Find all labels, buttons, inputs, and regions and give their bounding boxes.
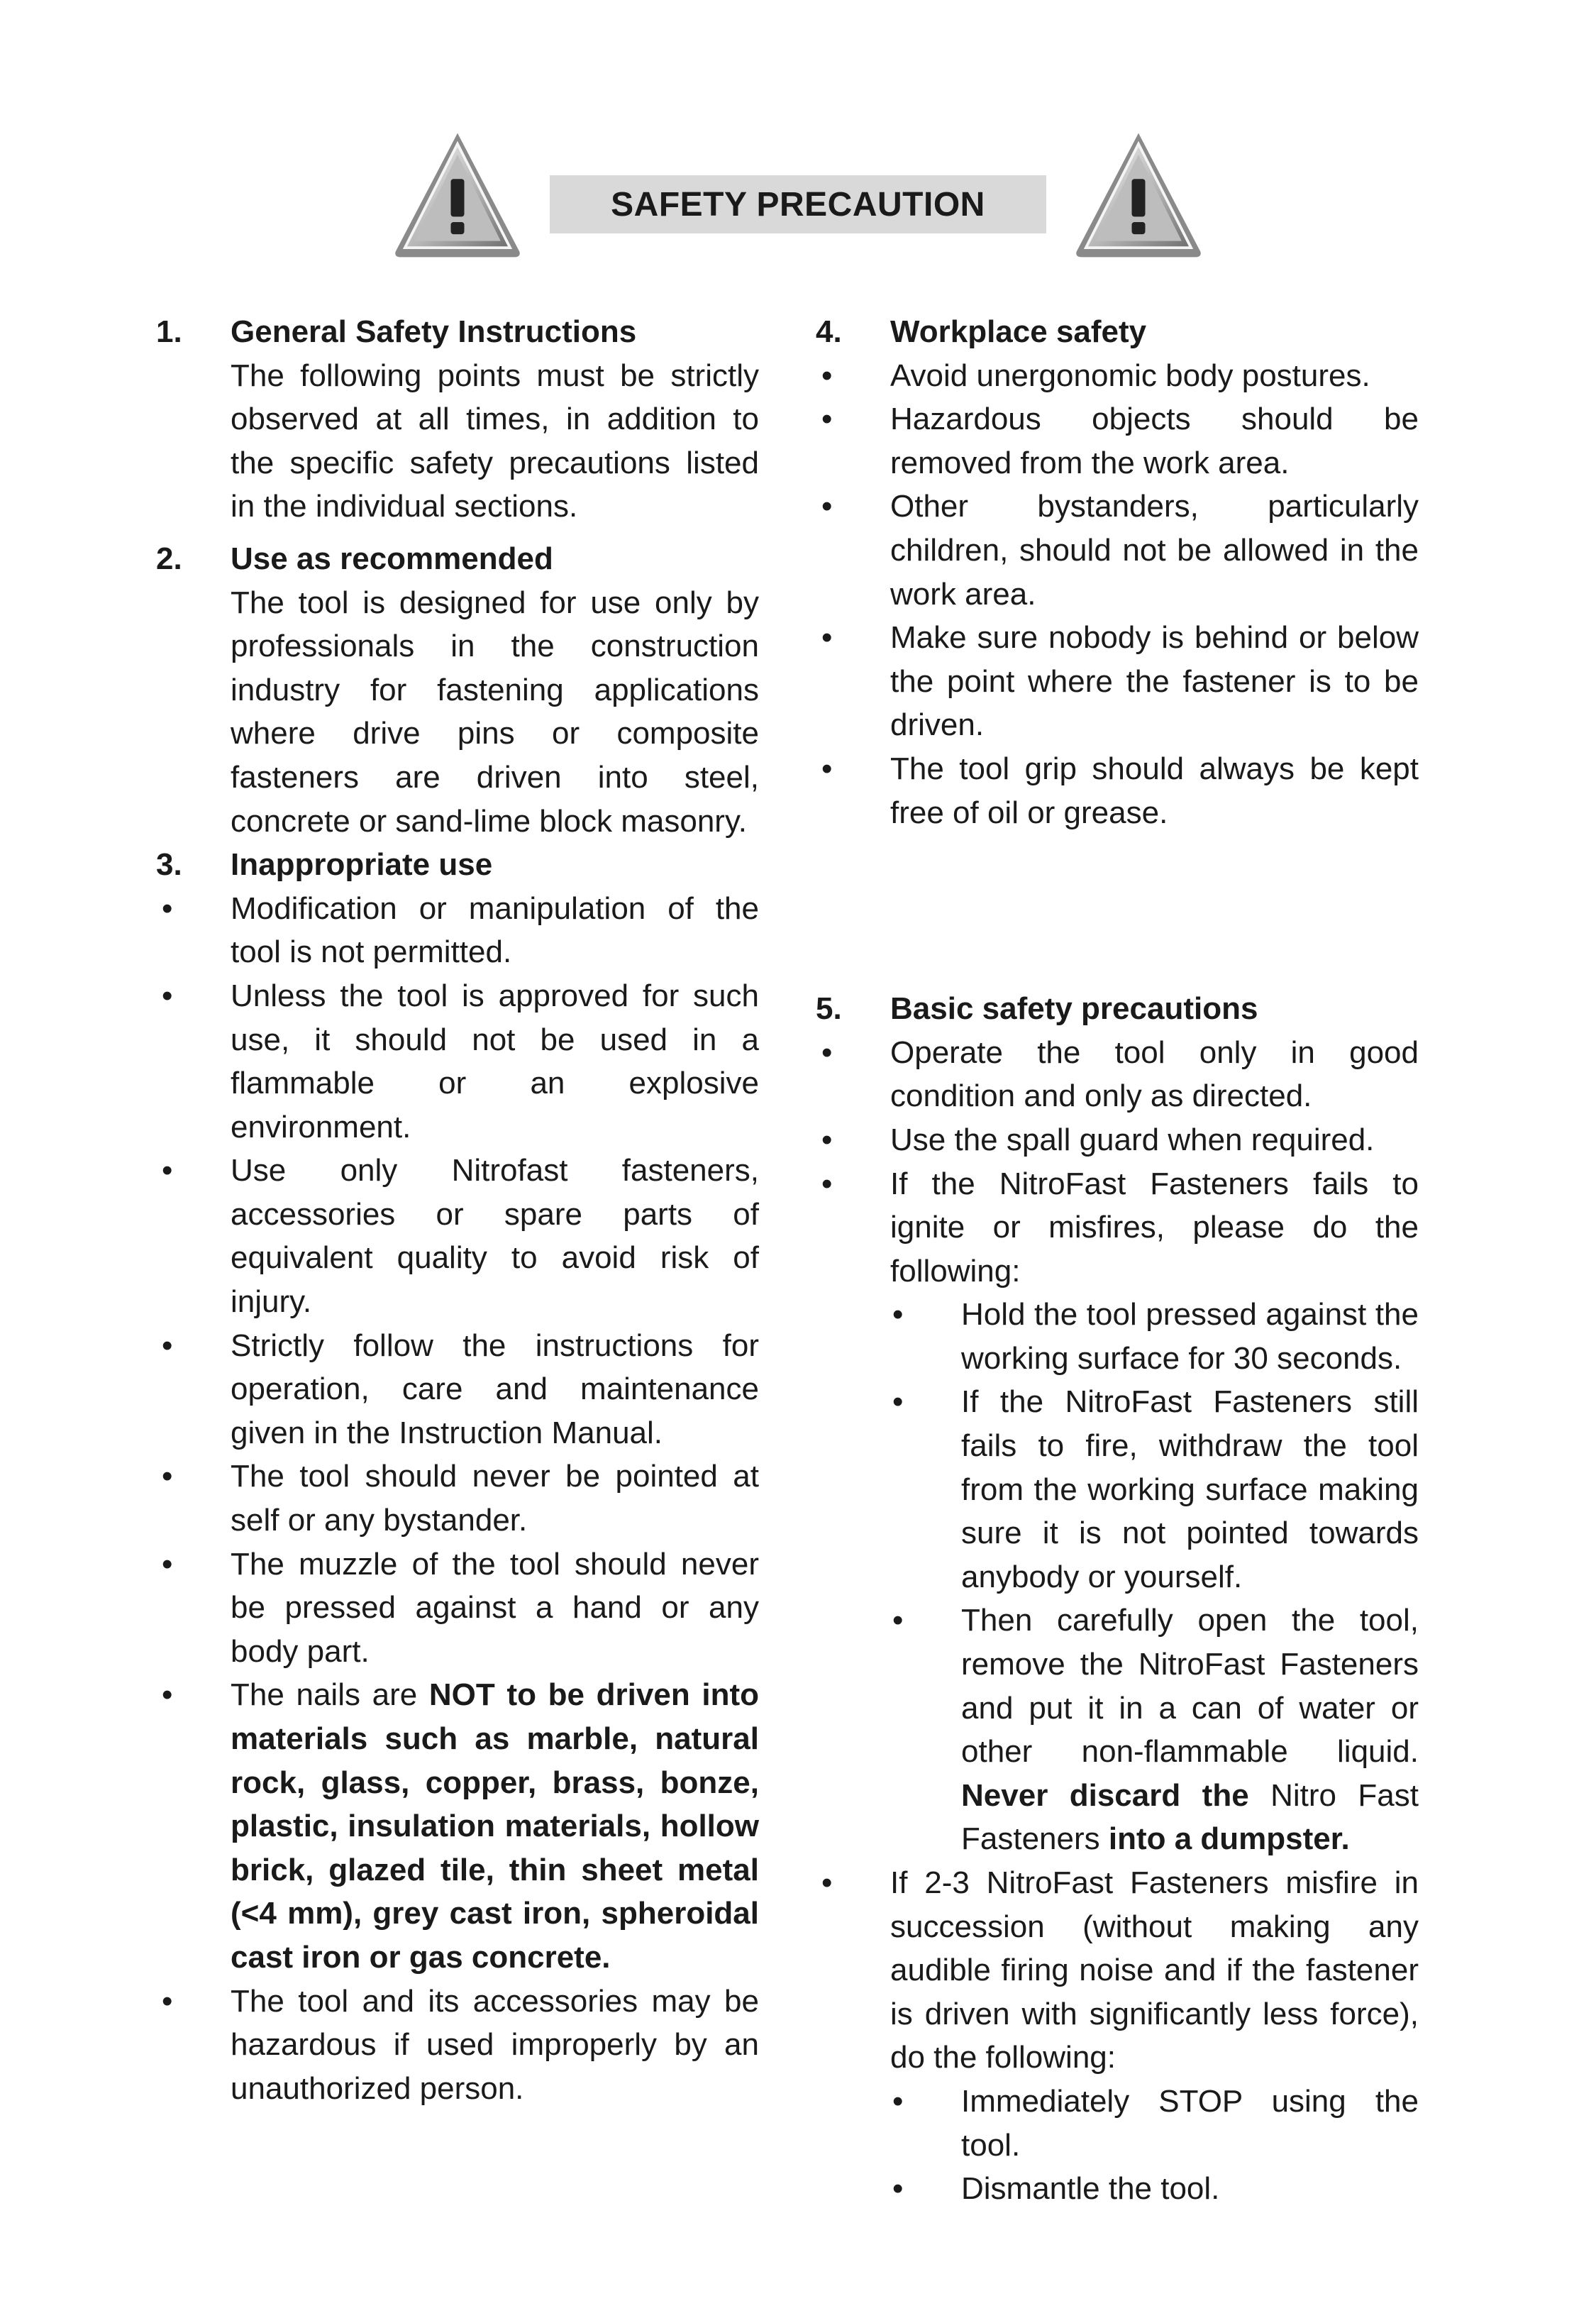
list-item-text: Modification or manipulation of the tool is not permitted.: [231, 890, 759, 970]
list-item: [156, 1324, 759, 1455]
list-item: [816, 747, 1419, 834]
paragraph-text: The following points must be strictly observed at all times, in addition to the specific safety precautions listed in the individual sections.: [231, 358, 759, 524]
list-item: [816, 1031, 1419, 1118]
list-item: [156, 1455, 759, 1542]
list-item-text: Immediately STOP using the tool.: [961, 2083, 1419, 2163]
bullet-icon: •: [162, 1328, 173, 1363]
bullet-icon: •: [892, 1384, 904, 1420]
bullet-icon: •: [821, 1865, 833, 1900]
list-item-text: Avoid unergonomic body postures.: [890, 358, 1370, 393]
list-item-text: Strictly follow the instructions for operation, care and maintenance given in the Instruction Manual.: [231, 1328, 759, 1450]
list-item-text: If the NitroFast Fasteners fails to ignite or misfires, please do the following:: [890, 1166, 1419, 1289]
sub-list-item: [816, 2080, 1419, 2167]
list-item-text: The tool and its accessories may be hazardous if used improperly by an unauthorized person.: [231, 1983, 759, 2106]
bullet-icon: •: [162, 1983, 173, 2019]
list-item: [816, 354, 1419, 398]
bullet-icon: •: [892, 2083, 904, 2119]
section-body: [156, 354, 759, 529]
paragraph-text: The tool is designed for use only by professionals in the construction industry for fastening applications where drive pins or composite fasteners are driven into steel, concrete or sand-lime block masonry.: [231, 585, 759, 839]
section-title: Use as recommended: [231, 541, 553, 576]
bullet-icon: •: [162, 1546, 173, 1582]
bullet-icon: •: [821, 489, 833, 524]
list-item-text: Make sure nobody is behind or below the point where the fastener is to be driven.: [890, 620, 1419, 743]
section-title: Workplace safety: [890, 314, 1147, 349]
section-heading: [156, 310, 759, 354]
warning-triangle-icon: [390, 128, 525, 263]
bullet-icon: •: [821, 1035, 833, 1070]
warning-text: Never discard the: [961, 1777, 1249, 1813]
list-item-text: If 2-3 NitroFast Fasteners misfire in succession (without making any audible firing noise and if the fastener is driven with significantly less force), do the following:: [890, 1865, 1419, 2075]
list-item-text: The tool should never be pointed at self or any bystander.: [231, 1459, 759, 1538]
bullet-icon: •: [162, 1459, 173, 1494]
list-item: [156, 1149, 759, 1323]
list-item-text: The nails are: [231, 1677, 429, 1713]
section-heading: [156, 843, 759, 887]
list-item: [816, 1118, 1419, 1162]
bullet-icon: •: [821, 1122, 833, 1157]
list-item-text: Operate the tool only in good condition and only as directed.: [890, 1035, 1419, 1114]
prohibited-materials-text: NOT to be driven into materials such as marble, natural rock, glass, copper, brass, bonze, plastic, insulation materials, hollow brick, glazed tile, thin sheet metal (<4 mm), grey cast iron, spheroidal cast iron or gas concrete.: [231, 1677, 760, 1975]
list-item-text: Then carefully open the tool, remove the NitroFast Fasteners and put it in a can of water or other non-flammable liquid.: [961, 1603, 1419, 1770]
sub-list-item: [816, 1380, 1419, 1599]
list-item-text: Nitro Fast Fasteners: [961, 1777, 1419, 1857]
bullet-icon: •: [821, 1166, 833, 1201]
bullet-icon: •: [892, 1603, 904, 1638]
list-item-text: The tool grip should always be kept free of oil or grease.: [890, 751, 1419, 830]
list-item: [156, 887, 759, 974]
left-column: [156, 310, 759, 2110]
bullet-icon: •: [162, 890, 173, 926]
bullet-icon: •: [892, 1297, 904, 1333]
section-heading: [156, 537, 759, 581]
section-number: 1.: [156, 314, 182, 349]
sub-list-item: [816, 1293, 1419, 1380]
page-header: [0, 0, 1596, 284]
section-number: 2.: [156, 541, 182, 576]
section-title: General Safety Instructions: [231, 314, 637, 349]
list-item-text: Other bystanders, particularly children, should not be allowed in the work area.: [890, 489, 1419, 612]
bullet-icon: •: [892, 2171, 904, 2207]
bullet-icon: •: [162, 1677, 173, 1713]
page-title: SAFETY PRECAUTION: [550, 175, 1046, 233]
bullet-icon: •: [821, 620, 833, 656]
bullet-icon: •: [821, 751, 833, 786]
list-item-text: The muzzle of the tool should never be pressed against a hand or any body part.: [231, 1546, 759, 1669]
list-item-text: Dismantle the tool.: [961, 2171, 1220, 2207]
list-item: [816, 485, 1419, 616]
list-item-text: Use only Nitrofast fasteners, accessories or spare parts of equivalent quality to avoid risk of injury.: [231, 1153, 759, 1320]
list-item: [816, 397, 1419, 485]
list-item-text: Hold the tool pressed against the working surface for 30 seconds.: [961, 1297, 1419, 1376]
section-heading: [816, 310, 1419, 354]
list-item: [156, 974, 759, 1149]
list-item: [816, 616, 1419, 747]
warning-triangle-icon: [1071, 128, 1206, 263]
list-item-text: If the NitroFast Fasteners still fails to fire, withdraw the tool from the working surface making sure it is not pointed towards anybody or yourself.: [961, 1384, 1419, 1594]
bullet-icon: •: [162, 978, 173, 1013]
bullet-icon: •: [162, 1153, 173, 1188]
sub-list-item: [816, 2167, 1419, 2211]
list-item: [156, 1673, 759, 1979]
warning-text: into a dumpster.: [1108, 1821, 1350, 1857]
list-item: [156, 1980, 759, 2111]
list-item-text: Use the spall guard when required.: [890, 1122, 1375, 1157]
section-number: 4.: [816, 314, 842, 349]
section-title: Basic safety precautions: [890, 991, 1258, 1027]
list-item-text: Hazardous objects should be removed from the work area.: [890, 402, 1419, 480]
list-item: [816, 1861, 1419, 2080]
section-heading: [816, 987, 1419, 1031]
section-title: Inappropriate use: [231, 847, 493, 883]
section-body: [156, 581, 759, 844]
section-number: 5.: [816, 991, 842, 1027]
section-number: 3.: [156, 847, 182, 883]
right-column: [816, 310, 1419, 2211]
sub-list-item: [816, 1599, 1419, 1861]
list-item-text: Unless the tool is approved for such use, it should not be used in a flammable or an explosive environment.: [231, 978, 759, 1144]
list-item: [156, 1543, 759, 1674]
bullet-icon: •: [821, 402, 833, 437]
bullet-icon: •: [821, 358, 833, 393]
list-item: [816, 1162, 1419, 1293]
